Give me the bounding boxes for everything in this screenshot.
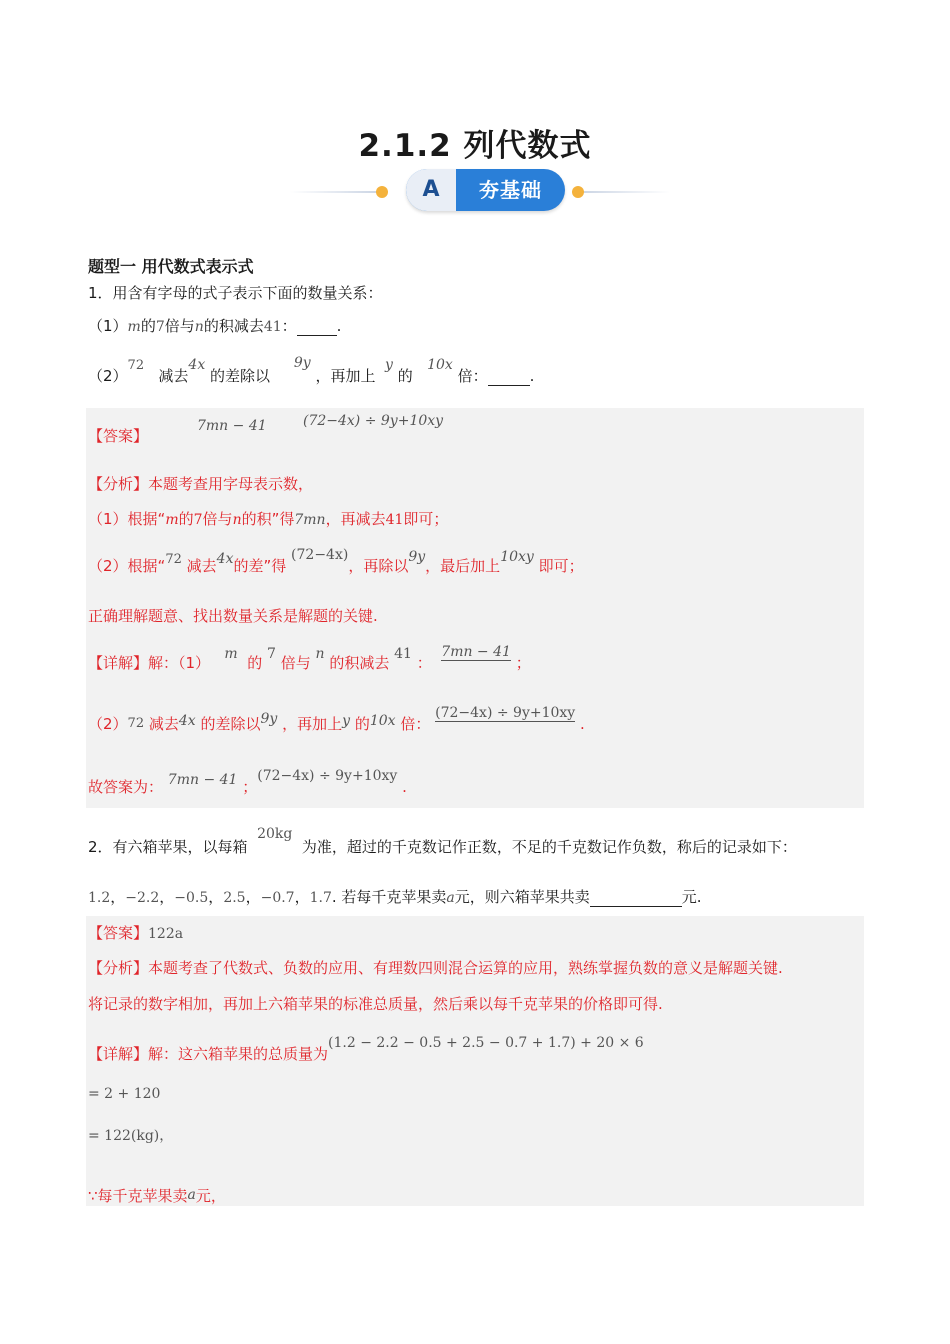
page-title: 2.1.2 列代数式	[358, 128, 592, 164]
a2-detail: 【详解】解：这六箱苹果的总质量为(1.2 − 2.2 − 0.5 + 2.5 − 0.7 + 1.7) + 20 × 6	[88, 1035, 644, 1063]
a1-detail-expr2: (72−4x) ÷ 9y+10xy	[435, 705, 576, 721]
a1-final: 故答案为： 7mn − 41 ；(72−4x) ÷ 9y+10xy .	[88, 768, 407, 796]
q1-part2: （2）72 减去4x 的差除以 9y ，再加上 y 的 10x 倍： .	[88, 355, 535, 385]
q1-stem: 1．用含有字母的式子表示下面的数量关系：	[88, 284, 383, 302]
banner-line-right	[578, 191, 670, 193]
a1-detail-line2: （2）72 减去4x 的差除以9y ，再加上y 的10x 倍： (72−4x) ÷ 9y+10xy .	[88, 705, 585, 733]
banner-dot-left	[376, 186, 388, 198]
a2-analysis-line2: 将记录的数字相加，再加上六箱苹果的标准总质量，然后乘以每千克苹果的价格即可得.	[88, 995, 663, 1013]
a1-answer-2: (72−4x) ÷ 9y+10xy	[303, 413, 444, 429]
answer-blank-3[interactable]	[590, 888, 682, 907]
a1-analysis: 【分析】本题考查用字母表示数，	[88, 475, 314, 493]
banner-dot-right	[572, 186, 584, 198]
a2-answer: 【答案】122a	[88, 924, 184, 942]
a1-answer-1: 7mn − 41	[197, 418, 267, 434]
a1-detail-expr1: 7mn − 41	[441, 644, 511, 660]
q2-values: 1.2，−2.2，−0.5，2.5，−0.7，1.7. 若每千克苹果卖a元，则六箱苹果共卖 元.	[88, 888, 702, 906]
a2-last-line: ∵每千克苹果卖a元，	[88, 1187, 226, 1205]
banner-line-left	[290, 191, 382, 193]
a1-detail-line1: 【详解】解：（1） m 的 7 倍与 n 的积减去 41 ： 7mn − 41 ；	[88, 644, 531, 672]
a1-analysis-line1: （1）根据“m的7倍与n的积”得7mn，再减去41即可；	[88, 510, 449, 528]
a2-analysis: 【分析】本题考查了代数式、负数的应用、有理数四则混合运算的应用，熟练掌握负数的意义是解题关键.	[88, 959, 783, 977]
section-banner	[290, 168, 670, 214]
a2-step1: = 2 + 120	[88, 1086, 161, 1102]
a2-detail-expr: (1.2 − 2.2 − 0.5 + 2.5 − 0.7 + 1.7) + 20 × 6	[328, 1035, 644, 1051]
a2-step2: = 122(kg)，	[88, 1128, 174, 1144]
answer-blank-1[interactable]	[297, 317, 337, 336]
section-heading: 题型一 用代数式表示式	[88, 257, 254, 276]
a1-answer-label: 【答案】	[88, 427, 149, 445]
a1-analysis-line2: （2）根据“72 减去4x的差”得 (72−4x)，再除以9y，最后加上10xy 即可；	[88, 547, 584, 575]
a1-analysis-line3: 正确理解题意、找出数量关系是解题的关键.	[88, 607, 378, 625]
banner-label: 夯基础	[479, 178, 542, 202]
banner-pill	[406, 169, 565, 211]
q2-stem: 2．有六箱苹果，以每箱 20kg 为准，超过的千克数记作正数，不足的千克数记作负数，称后的记录如下：	[88, 826, 797, 856]
banner-letter: A	[422, 177, 440, 202]
answer-blank-2[interactable]	[488, 367, 530, 386]
q1-part1: （1）m的7倍与n的积减去41： .	[88, 317, 342, 335]
a2-answer-value: 122a	[148, 926, 184, 942]
